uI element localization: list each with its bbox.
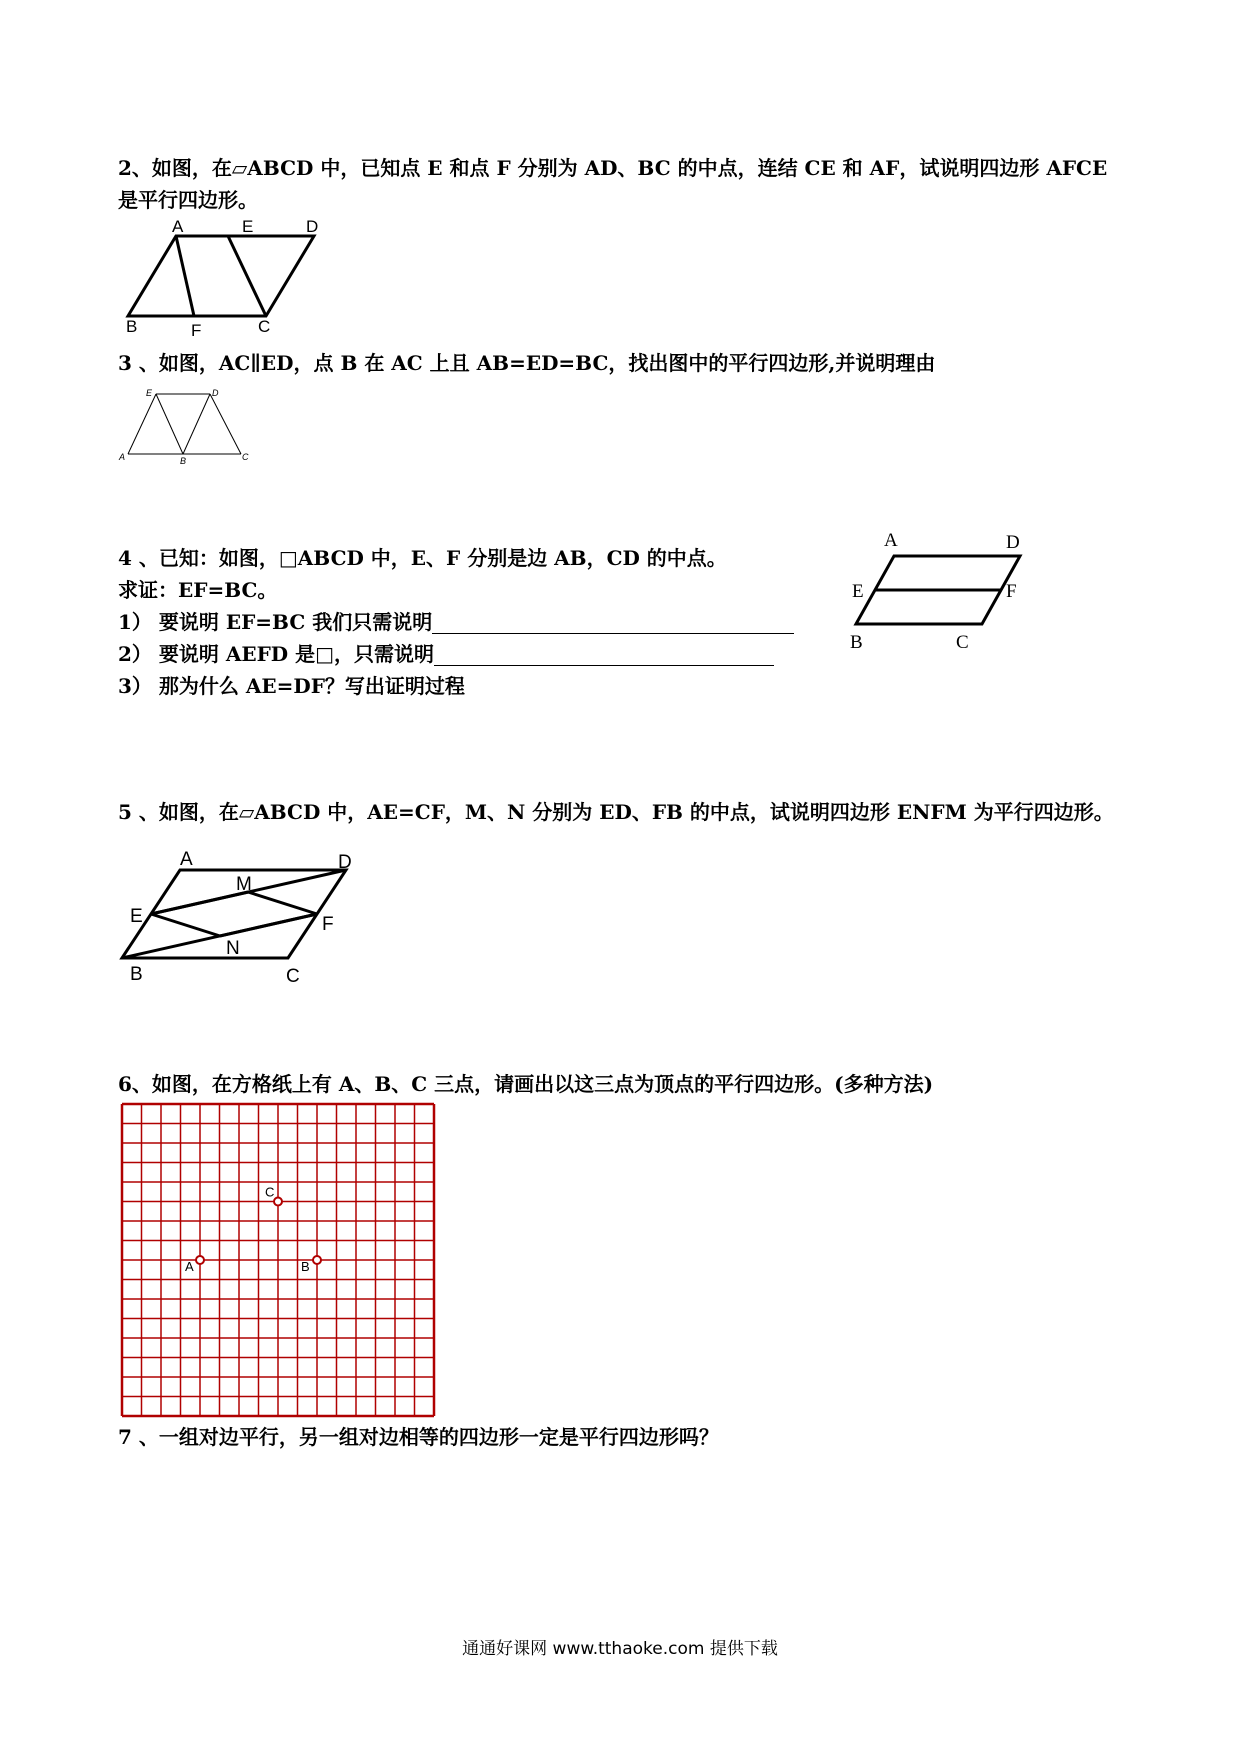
q4-item2-row <box>118 642 774 666</box>
q3-label-c: C <box>242 452 249 462</box>
q5-label-n: N <box>226 938 240 959</box>
q2-label-f: F <box>191 321 202 338</box>
q3-label-a: A <box>119 452 126 462</box>
q5-label-f: F <box>322 914 334 935</box>
q4-item2-text: 2） 要说明 AEFD 是□，只需说明 <box>118 642 435 666</box>
q2-segment-af <box>176 236 194 316</box>
q4-parallelogram-figure <box>838 526 1038 656</box>
q4-item2-answer-blank[interactable] <box>434 647 774 666</box>
q4-item1-text: 1） 要说明 EF=BC 我们只需说明 <box>118 610 433 634</box>
q4-label-f: F <box>1006 581 1017 602</box>
q5-label-d: D <box>338 852 352 873</box>
q4-text-line1: 4 、已知：如图，□ABCD 中，E、F 分别是边 AB，CD 的中点。 <box>118 546 727 570</box>
q2-label-d: D <box>306 218 319 236</box>
q2-segment-ec <box>228 236 266 316</box>
q3-label-e: E <box>146 388 153 398</box>
q6-grid-lines <box>122 1104 434 1416</box>
q4-label-d: D <box>1006 532 1020 553</box>
q5-segment-nf <box>220 914 317 936</box>
q4-label-e: E <box>852 581 864 602</box>
q5-label-c: C <box>286 966 300 987</box>
q4-label-b: B <box>850 632 863 653</box>
q5-segment-me <box>151 892 248 914</box>
q6-grid-paper <box>118 1100 438 1420</box>
q3-text-line1: 3 、如图，AC∥ED，点 B 在 AC 上且 AB=ED=BC，找出图中的平行四边形,并说明理由 <box>118 351 936 375</box>
q5-label-e: E <box>130 906 143 927</box>
q3-label-d: D <box>212 388 219 398</box>
q2-label-e: E <box>242 218 254 236</box>
page-footer: 通通好课网 www.tthaoke.com 提供下载 <box>462 1639 778 1659</box>
q4-item1-answer-blank[interactable] <box>432 615 794 634</box>
q4-text-line2: 求证：EF=BC。 <box>118 578 278 602</box>
q5-label-m: M <box>236 874 252 895</box>
q5-segment-fm <box>248 892 317 914</box>
q4-label-c: C <box>956 632 969 653</box>
q7-text-line1: 7 、一组对边平行，另一组对边相等的四边形一定是平行四边形吗？ <box>118 1425 719 1449</box>
q6-label-b: B <box>301 1259 310 1274</box>
q6-label-a: A <box>185 1259 194 1274</box>
q2-text-line2: 是平行四边形。 <box>118 188 258 212</box>
q4-label-a: A <box>884 530 898 551</box>
grid-point-c <box>274 1198 282 1206</box>
q3-segment-dc <box>210 394 241 454</box>
grid-point-a <box>196 1256 204 1264</box>
q3-segment-db <box>183 394 210 454</box>
q4-item3-text: 3） 那为什么 AE=DF？写出证明过程 <box>118 674 465 698</box>
q5-label-a: A <box>180 849 193 870</box>
q5-label-b: B <box>130 964 143 985</box>
grid-point-b <box>313 1256 321 1264</box>
q6-label-c: C <box>265 1184 275 1200</box>
q2-parallelogram-figure <box>110 218 320 338</box>
q5-parallelogram-figure <box>110 838 370 998</box>
q4-item1-row <box>118 610 794 634</box>
q6-text-line1: 6、如图，在方格纸上有 A、B、C 三点，请画出以这三点为顶点的平行四边形。(多种方法) <box>118 1072 934 1096</box>
q3-label-b: B <box>180 456 187 464</box>
q2-text-line1: 2、如图，在▱ABCD 中，已知点 E 和点 F 分别为 AD、BC 的中点，连结 CE 和 AF，试说明四边形 AFCE <box>118 156 1108 180</box>
q2-label-a: A <box>172 218 184 236</box>
q5-text-line1: 5 、如图，在▱ABCD 中，AE=CF，M、N 分别为 ED、FB 的中点，试说明四边形 ENFM 为平行四边形。 <box>118 800 1114 824</box>
q3-segment-eb <box>156 394 183 454</box>
q5-segment-en <box>151 914 220 936</box>
q2-label-b: B <box>126 317 138 336</box>
q3-segment-ea <box>128 394 156 454</box>
q2-label-c: C <box>258 317 271 336</box>
q2-parallelogram-outline <box>128 236 314 316</box>
q3-triangles-figure <box>118 384 253 464</box>
